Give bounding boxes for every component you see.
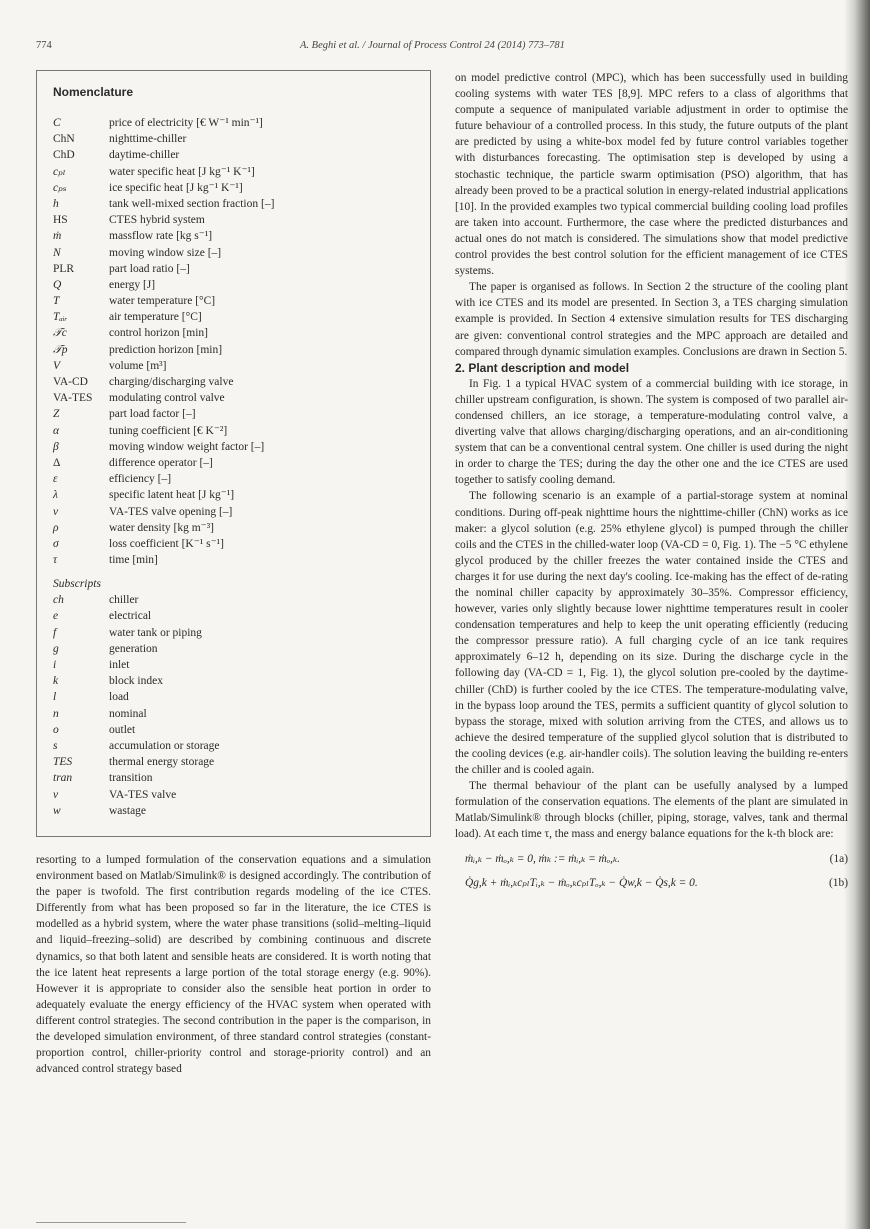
subscript-list (53, 592, 430, 819)
symbol-description: difference operator [–] (109, 456, 213, 469)
subscript-row (53, 592, 430, 608)
symbol: Tₐᵢᵣ (53, 311, 68, 324)
symbol: cₚₗ (53, 165, 66, 178)
symbol-description: prediction horizon [min] (109, 343, 223, 356)
nomenclature-row (53, 487, 430, 503)
symbol-description: chiller (109, 594, 139, 607)
symbol-description: moving window weight factor [–] (109, 440, 265, 453)
subscript-row (53, 673, 430, 689)
nomenclature-row (53, 471, 430, 487)
symbol-description: time [min] (109, 554, 158, 567)
symbol-description: transition (109, 772, 153, 785)
page-number: 774 (36, 40, 52, 51)
nomenclature-row (53, 180, 430, 196)
symbol-list (53, 115, 430, 568)
symbol-description: part load factor [–] (109, 408, 196, 421)
nomenclature-row (53, 423, 430, 439)
symbol: Q (53, 278, 62, 291)
symbol-description: CTES hybrid system (109, 214, 205, 227)
symbol-description: massflow rate [kg s⁻¹] (109, 230, 213, 243)
symbol: k (53, 675, 59, 688)
symbol-description: efficiency [–] (109, 473, 172, 486)
symbol: 𝒯c (53, 327, 67, 340)
symbol-description: inlet (109, 659, 130, 671)
subscript-row (53, 608, 430, 624)
symbol: β (53, 440, 59, 453)
symbol: ChN (53, 133, 75, 146)
subscript-row (53, 770, 430, 786)
section-heading: 2. Plant description and model (455, 360, 630, 375)
equation-1a-number: (1a) (829, 852, 848, 865)
symbol: V (53, 359, 61, 372)
symbol: VA-CD (53, 376, 88, 388)
symbol: σ (53, 537, 59, 550)
symbol-description: water density [kg m⁻³] (109, 521, 215, 534)
equation-1b-number: (1b) (829, 876, 848, 889)
symbol-description: control horizon [min] (109, 327, 209, 340)
nomenclature-row (53, 536, 430, 552)
nomenclature-box (36, 70, 431, 837)
equation-1a-body: ṁᵢ,ₖ − ṁₒ,ₖ = 0, ṁₖ := ṁᵢ,ₖ = ṁₒ,ₖ. (465, 852, 620, 865)
symbol-description: energy [J] (109, 278, 156, 291)
symbol: VA-TES (53, 392, 93, 405)
symbol: Δ (53, 456, 61, 469)
symbol: λ (53, 489, 58, 502)
symbol: w (53, 804, 61, 817)
symbol-description: part load ratio [–] (109, 262, 190, 275)
nomenclature-row (53, 390, 430, 406)
nomenclature-row (53, 293, 430, 309)
subscript-row (53, 706, 430, 722)
symbol: 𝒯p (53, 343, 68, 356)
symbol-description: daytime-chiller (109, 149, 180, 162)
nomenclature-row (53, 196, 430, 212)
footnote-rule (36, 1222, 186, 1223)
subscript-row (53, 625, 430, 641)
nomenclature-row (53, 309, 430, 325)
symbol: ch (53, 594, 64, 607)
paragraph-system: In Fig. 1 a typical HVAC system of a commercial building with ice storage, in chiller upstream configuration, is shown. The system is composed of two parallel air-condensed chillers, an ice storage, a temperature-modulating control valve, a diverting valve that allows charging/discharging operations, and an air-conditioning system that can be a conventional central system. One chiller is used during the night in order to charge the TES; during the day the other one and the ice CTES are used together to satisfy cooling demand. (455, 377, 848, 487)
nomenclature-row (53, 212, 430, 228)
symbol-description: VA-TES valve (109, 788, 177, 801)
equation-1a (455, 851, 848, 867)
symbol-description: water specific heat [J kg⁻¹ K⁻¹] (109, 165, 255, 178)
nomenclature-row (53, 164, 430, 180)
paragraph-mpc: on model predictive control (MPC), which has been successfully used in building cooling systems with water TES [8,9]. MPC refers to a class of algorithms that compute a sequence of manipulated variable adjustment in order to optimise the future behaviour of a controlled process. In this study, the future outputs of the plant are predicted by using a white-box model fed by future control variables together with disturbances forecasting. The optimisation step is developed by using a stochastic technique, the particle swarm optimisation (PSO) algorithm, that has already been proved to be a practical solution in energy-related industrial applications [10]. In the provided examples two typical commercial building cooling load profiles are taken into account. Furthermore, the case where the predicted disturbances and actual ones do not match is considered. The simulations show that model predictive control provides the best control solution for the efficient management of ice CTES systems. (455, 72, 848, 278)
symbol-description: price of electricity [€ W⁻¹ min⁻¹] (109, 117, 263, 129)
nomenclature-row (53, 115, 430, 131)
nomenclature-row (53, 358, 430, 374)
nomenclature-row (53, 147, 430, 163)
subscript-row (53, 689, 430, 705)
nomenclature-row (53, 520, 430, 536)
subscript-row (53, 641, 430, 657)
symbol: ṁ (53, 230, 62, 243)
symbol-description: ice specific heat [J kg⁻¹ K⁻¹] (109, 181, 243, 194)
equation-1b-body: Q̇g,k + ṁᵢ,ₖcₚₗTᵢ,ₖ − ṁₒ,ₖcₚₗTₒ,ₖ − Q̇w,k − Q̇s,k = 0. (465, 876, 698, 889)
symbol: PLR (53, 262, 75, 275)
symbol-description: air temperature [°C] (109, 311, 202, 324)
symbol-description: wastage (109, 804, 147, 817)
subscript-row (53, 722, 430, 738)
symbol: cₚₛ (53, 181, 67, 194)
symbol: τ (53, 554, 58, 567)
running-header (0, 40, 870, 54)
symbol-description: VA-TES valve opening [–] (109, 505, 233, 518)
symbol: Z (53, 408, 60, 421)
nomenclature-row (53, 261, 430, 277)
symbol-description: moving window size [–] (109, 246, 222, 259)
nomenclature-row (53, 552, 430, 568)
symbol: α (53, 424, 60, 437)
symbol-description: tank well-mixed section fraction [–] (109, 197, 275, 210)
symbol: ChD (53, 149, 75, 162)
subscript-row (53, 803, 430, 819)
nomenclature-row (53, 245, 430, 261)
symbol: ν (53, 505, 59, 518)
symbol-description: electrical (109, 610, 152, 623)
nomenclature-row (53, 406, 430, 422)
nomenclature-row (53, 277, 430, 293)
nomenclature-row (53, 439, 430, 455)
symbol-description: outlet (109, 723, 136, 736)
symbol-description: block index (109, 675, 163, 688)
symbol-description: load (109, 691, 129, 704)
paragraph-scenario: The following scenario is an example of a partial-storage system at nominal conditions. During off-peak nighttime hours the nighttime-chiller (ChN) works as ice maker: a glycol solution (e.g. 25% ethylene glycol) is pumped through the chiller coils and the CTES in the chilled-water loop (VA-CD = 0, Fig. 1). The −5 °C ethylene glycol produced by the chiller freezes the water contained inside the CTES and charges it for use during the next day's cooling. Ice-making has the effect of de-rating the nominal chiller capacity by approximately 30–35%. Compressor efficiency, however, varies only slightly because lower nighttime temperatures result in cooler condensation temperatures and help to keep the unit operating efficiently (reducing the compressor pressure ratio). A full charging cycle of an ice tank requires approximately 6–12 h, depending on its size. During the discharge cycle in the following day (VA-CD = 1, Fig. 1), the glycol solution pre-cooled by the daytime-chiller (ChD) is further cooled by the ice CTES. The temperature-modulating valve, in the bypass loop around the TES, permits a sufficient quantity of glycol solution to bypass the storage, mixed with solution arriving from the CTES, and allows us to achieve the desired temperature of the supplied glycol solution that is distributed to the cooling devices (e.g. air-handler coils). The solution leaving the building re-enters the chiller and is cooled again. (455, 490, 848, 777)
symbol: N (53, 246, 61, 259)
symbol-description: modulating control valve (109, 392, 225, 405)
symbol-description: loss coefficient [K⁻¹ s⁻¹] (109, 537, 224, 550)
subscript-row (53, 787, 430, 803)
right-column-text (455, 70, 848, 891)
paragraph-thermal: The thermal behaviour of the plant can be usefully analysed by a lumped formulation of the conservation equations. The elements of the plant are simulated in Matlab/Simulink® through blocks (chiller, piping, storage, valves, tank and thermal load). At each time τ, the mass and energy balance equations for the k-th block are: (455, 780, 848, 841)
subscripts-title: Subscripts (53, 578, 101, 591)
nomenclature-row (53, 228, 430, 244)
symbol-description: nominal (109, 707, 147, 720)
symbol-description: water tank or piping (109, 626, 202, 639)
symbol: TES (53, 756, 73, 769)
paragraph-organisation: The paper is organised as follows. In Section 2 the structure of the cooling plant with ice CTES and its model are presented. In Section 3, a TES charging simulation example is provided. In Section 4 extensive simulation results for TES discharging are given: conventional control strategies and the MPC approach are detailed and compared through dynamic simulation examples. Conclusions are drawn in Section 5. (455, 281, 848, 358)
intro-paragraph-continued: resorting to a lumped formulation of the conservation equations and a simulation environment based on Matlab/Simulink® is designed accordingly. The contribution of the paper is twofold. The first contribution regards modeling of the ice CTES. Differently from what has been proposed so far in the literature, the ice CTES is modelled as a hybrid system, where the water phase transitions (solid–melting–liquid and liquid–freezing–solid) are described by combining continuous and discrete dynamics, so that both latent and sensible heats are considered. It is worth noting that the ice latent heat represents a large portion of the total storage energy (e.g. 90%). However it is appropriate to consider also the sensible heat portion in order to adequately evaluate the energy efficiency of the HVAC system when operated with different control strategies. The second contribution in the paper is the comparison, in the developed simulation environment, of three standard control strategies (constant-proportion control, chiller-priority control and storage-priority control) and an advanced control strategy based (36, 854, 431, 1076)
symbol: l (53, 691, 57, 704)
symbol: h (53, 197, 59, 210)
nomenclature-row (53, 131, 430, 147)
equation-1b (455, 875, 848, 891)
nomenclature-row (53, 504, 430, 520)
subscript-row (53, 738, 430, 754)
symbol-description: thermal energy storage (109, 756, 215, 769)
left-column-text (36, 852, 431, 1077)
nomenclature-row (53, 325, 430, 341)
symbol: i (53, 659, 57, 671)
symbol-description: volume [m³] (109, 359, 167, 372)
subscript-row (53, 754, 430, 770)
symbol: tran (53, 772, 73, 785)
symbol-description: water temperature [°C] (109, 295, 216, 308)
symbol: n (53, 707, 59, 720)
symbol: C (53, 117, 61, 129)
symbol-description: charging/discharging valve (109, 376, 234, 388)
symbol-description: tuning coefficient [€ K⁻²] (109, 424, 228, 437)
symbol-description: specific latent heat [J kg⁻¹] (109, 489, 235, 502)
subscript-row (53, 657, 430, 673)
nomenclature-row (53, 455, 430, 471)
journal-citation: A. Beghi et al. / Journal of Process Control 24 (2014) 773–781 (300, 40, 565, 51)
nomenclature-title: Nomenclature (53, 85, 134, 99)
symbol: ε (53, 473, 58, 486)
symbol: s (53, 739, 58, 752)
symbol: T (53, 295, 60, 308)
symbol: HS (53, 214, 68, 227)
symbol: v (53, 788, 59, 801)
symbol: g (53, 642, 59, 655)
symbol: f (53, 626, 57, 639)
symbol-description: generation (109, 642, 158, 655)
symbol: e (53, 610, 59, 623)
symbol: ρ (53, 521, 59, 534)
nomenclature-row (53, 342, 430, 358)
symbol-description: nighttime-chiller (109, 133, 187, 146)
symbol-description: accumulation or storage (109, 739, 220, 752)
nomenclature-row (53, 374, 430, 390)
symbol: o (53, 723, 59, 736)
